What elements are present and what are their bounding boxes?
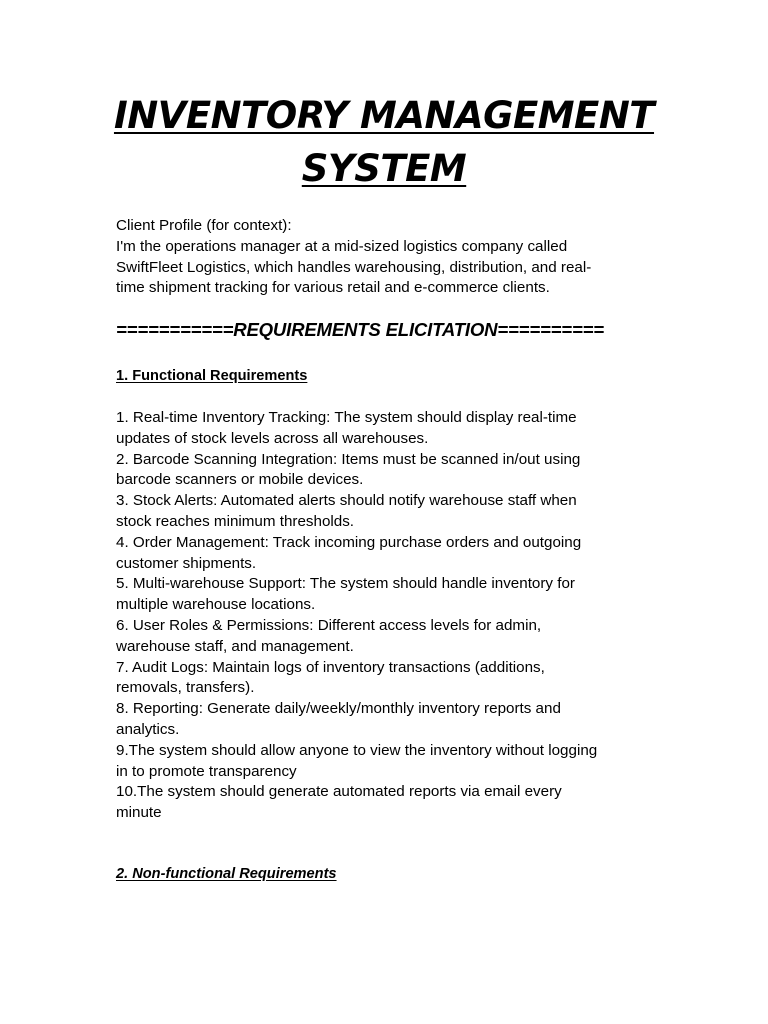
requirement-line: in to promote transparency [116, 762, 297, 780]
requirement-line: 1. Real-time Inventory Tracking: The system should display real-time [116, 409, 577, 426]
requirement-line: minute [116, 804, 162, 822]
requirement-line: 8. Reporting: Generate daily/weekly/monthly inventory reports and [116, 700, 561, 718]
requirement-line: 3. Stock Alerts: Automated alerts should notify warehouse staff when [116, 492, 577, 510]
requirement-line: 9.The system should allow anyone to view the inventory without logging [116, 741, 598, 759]
document-title-line-2: SYSTEM [301, 147, 467, 190]
client-profile-heading: Client Profile (for context): [116, 217, 292, 234]
requirement-line: customer shipments. [116, 554, 257, 572]
requirement-line: 4. Order Management: Track incoming purchase orders and outgoing [116, 533, 582, 551]
requirement-line: 6. User Roles & Permissions: Different access levels for admin, [116, 616, 542, 634]
requirements-elicitation-heading: ===========REQUIREMENTS ELICITATION========== [116, 319, 604, 340]
document-title-line-1: INVENTORY MANAGEMENT [113, 94, 655, 137]
functional-requirements-heading: 1. Functional Requirements [116, 368, 308, 384]
requirement-line: 2. Barcode Scanning Integration: Items must be scanned in/out using [116, 450, 581, 468]
functional-requirements-list [116, 408, 656, 824]
non-functional-requirements-heading: 2. Non-functional Requirements [116, 866, 337, 882]
requirement-line: 7. Audit Logs: Maintain logs of inventory transactions (additions, [116, 658, 545, 676]
requirement-line: stock reaches minimum thresholds. [116, 512, 355, 530]
client-profile [116, 216, 656, 299]
requirement-line: multiple warehouse locations. [116, 596, 316, 614]
requirement-line: updates of stock levels across all warehouses. [116, 429, 429, 447]
client-profile-line: time shipment tracking for various retail and e-commerce clients. [116, 279, 550, 297]
requirement-line: barcode scanners or mobile devices. [116, 471, 364, 489]
client-profile-line: SwiftFleet Logistics, which handles warehousing, distribution, and real- [116, 258, 592, 276]
requirement-line: analytics. [116, 720, 180, 738]
requirement-line: 10.The system should generate automated reports via email every [116, 783, 562, 801]
requirement-line: warehouse staff, and management. [116, 637, 354, 655]
requirement-line: removals, transfers). [116, 679, 255, 697]
requirement-line: 5. Multi-warehouse Support: The system should handle inventory for [116, 575, 575, 593]
client-profile-line: I'm the operations manager at a mid-sized logistics company called [116, 237, 568, 255]
